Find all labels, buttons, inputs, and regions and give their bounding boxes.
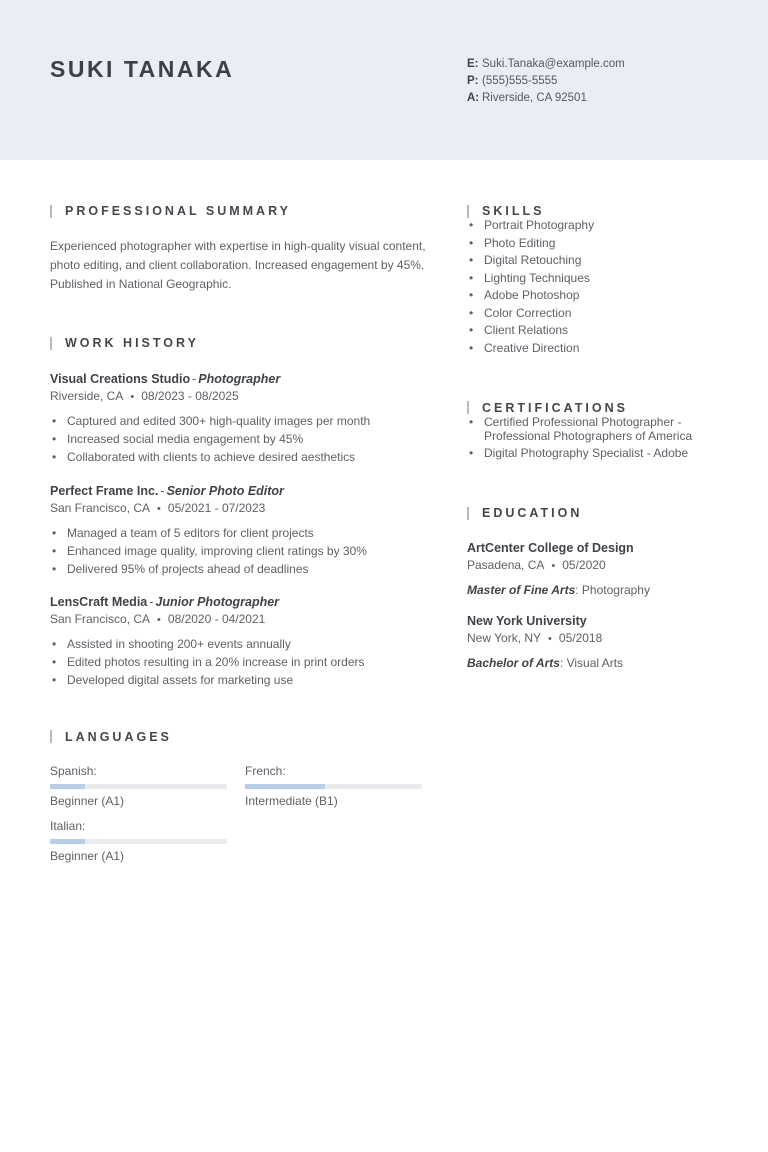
degree-name: Master of Fine Arts (467, 583, 576, 597)
language-progress-fill (50, 839, 85, 844)
resume-body (0, 160, 768, 923)
school-date: 05/2020 (562, 558, 606, 572)
job-dates: 08/2023 - 08/2025 (141, 389, 239, 403)
section-professional-summary (50, 204, 435, 294)
summary-text: Experienced photographer with expertise in high-quality visual content, photo editing, and client collaboration. Increased engagement by 45%. Published in National Geographic. (50, 239, 426, 291)
contact-address-row (467, 90, 718, 107)
degree-field: : Photography (575, 583, 650, 597)
school-location: Pasadena, CA (467, 558, 545, 572)
skill-item: • Creative Direction (467, 341, 718, 355)
job-entry (50, 372, 435, 465)
job-bullet: • Delivered 95% of projects ahead of deadlines (50, 563, 435, 577)
heading-accent-bar (467, 205, 469, 218)
job-title-line (50, 484, 435, 499)
education-title: EDUCATION (482, 506, 583, 520)
language-item-spanish (50, 764, 227, 808)
job-title-line (50, 372, 435, 387)
job-separator: - (149, 595, 154, 609)
skill-item: • Color Correction (467, 306, 718, 320)
left-column (50, 204, 435, 863)
skill-item: • Adobe Photoshop (467, 288, 718, 302)
job-bullet: • Increased social media engagement by 45% (50, 433, 435, 447)
heading-accent-bar (50, 337, 52, 350)
language-progress-track (50, 839, 227, 844)
skills-heading (467, 204, 718, 218)
job-dates: 05/2021 - 07/2023 (167, 500, 266, 515)
job-meta-line (50, 501, 435, 517)
job-meta-line (50, 612, 435, 628)
phone-label: P: (467, 75, 479, 87)
language-level: Beginner (A1) (50, 793, 125, 808)
summary-heading (50, 204, 435, 218)
job-bullet-list (50, 415, 435, 465)
job-company: LensCraft Media (50, 595, 148, 609)
school-location: New York, NY (467, 631, 542, 645)
job-separator: - (160, 483, 165, 498)
school-date: 05/2018 (558, 631, 603, 645)
language-progress-fill (245, 784, 325, 789)
skill-item: • Photo Editing (467, 236, 718, 250)
job-bullet-list (50, 638, 435, 688)
school-entry (467, 541, 718, 598)
meta-dot: • (551, 560, 556, 572)
work-history-title: WORK HISTORY (65, 336, 199, 350)
section-languages (50, 730, 435, 863)
language-grid (50, 764, 435, 863)
job-location: San Francisco, CA (50, 612, 151, 626)
school-name: ArtCenter College of Design (467, 541, 634, 555)
skills-title: SKILLS (482, 204, 545, 218)
contact-info (467, 56, 718, 160)
resume-header (0, 0, 768, 160)
contact-email-row (467, 56, 718, 73)
languages-heading (50, 730, 435, 744)
job-separator: - (192, 372, 197, 386)
job-company: Visual Creations Studio (50, 372, 191, 386)
education-heading (467, 506, 718, 520)
language-level: Beginner (A1) (50, 848, 125, 863)
job-entry (50, 595, 435, 688)
job-role: Photographer (198, 372, 281, 386)
skills-list (467, 218, 718, 355)
job-meta-line (50, 389, 435, 405)
contact-phone-row (467, 73, 718, 90)
job-title-line (50, 595, 435, 610)
certifications-title: CERTIFICATIONS (482, 400, 628, 415)
person-name: SUKI TANAKA (50, 56, 235, 82)
section-education (467, 506, 718, 671)
language-progress-track (245, 784, 422, 789)
job-role: Senior Photo Editor (166, 483, 284, 498)
school-entry (467, 614, 718, 671)
heading-accent-bar (50, 730, 52, 743)
section-certifications (467, 401, 718, 461)
job-bullet: • Managed a team of 5 editors for client projects (50, 527, 435, 541)
section-skills (467, 204, 718, 355)
skill-item: • Digital Retouching (467, 253, 718, 267)
meta-dot: • (157, 614, 161, 626)
language-name: Italian: (50, 818, 86, 833)
certifications-list (467, 415, 718, 461)
school-name: New York University (467, 614, 587, 628)
language-item-french (245, 764, 422, 808)
job-location: San Francisco, CA (50, 500, 151, 515)
email-label: E: (467, 58, 479, 70)
degree-field: : Visual Arts (559, 656, 624, 670)
skill-item: • Client Relations (467, 323, 718, 337)
language-name: Spanish: (50, 763, 97, 778)
school-meta-line (467, 558, 718, 574)
job-bullet: • Developed digital assets for marketing use (50, 674, 435, 688)
job-bullet: • Collaborated with clients to achieve desired aesthetics (50, 451, 435, 465)
certification-item: • Digital Photography Specialist - Adobe (467, 446, 718, 460)
job-list (50, 372, 435, 688)
job-location: Riverside, CA (50, 389, 124, 403)
degree-line (467, 656, 718, 671)
job-bullet: • Edited photos resulting in a 20% increase in print orders (50, 656, 435, 670)
language-progress-track (50, 784, 227, 789)
job-bullet: • Enhanced image quality, improving client ratings by 30% (50, 545, 435, 559)
job-bullet: • Assisted in shooting 200+ events annually (50, 638, 435, 652)
meta-dot: • (548, 633, 552, 645)
heading-accent-bar (467, 401, 469, 414)
address-value: Riverside, CA 92501 (482, 92, 587, 104)
school-list (467, 541, 718, 671)
school-meta-line (467, 631, 718, 647)
certifications-heading (467, 401, 718, 415)
meta-dot: • (130, 391, 135, 403)
job-company: Perfect Frame Inc. (50, 483, 159, 498)
phone-value: (555)555-5555 (482, 75, 558, 87)
languages-title: LANGUAGES (65, 729, 172, 744)
email-value: Suki.Tanaka@example.com (482, 58, 625, 70)
language-item-italian (50, 819, 227, 863)
degree-line (467, 583, 718, 598)
job-bullet: • Captured and edited 300+ high-quality images per month (50, 415, 435, 429)
address-label: A: (467, 92, 480, 104)
heading-accent-bar (467, 507, 469, 520)
skill-item: • Portrait Photography (467, 218, 718, 232)
skill-item: • Lighting Techniques (467, 271, 718, 285)
meta-dot: • (157, 502, 161, 515)
job-entry (50, 484, 435, 577)
work-history-heading (50, 336, 435, 350)
degree-name: Bachelor of Arts (467, 656, 560, 670)
section-work-history (50, 336, 435, 688)
summary-title: PROFESSIONAL SUMMARY (65, 204, 291, 218)
certification-item: • Certified Professional Photographer - Professional Photographers of America (467, 415, 718, 443)
language-level: Intermediate (B1) (245, 793, 338, 808)
heading-accent-bar (50, 205, 52, 218)
right-column (467, 204, 718, 863)
job-dates: 08/2020 - 04/2021 (167, 612, 266, 626)
language-progress-fill (50, 784, 85, 789)
header-name-area (50, 56, 435, 160)
job-role: Junior Photographer (155, 595, 280, 609)
job-bullet-list (50, 527, 435, 577)
language-name: French: (245, 763, 286, 778)
